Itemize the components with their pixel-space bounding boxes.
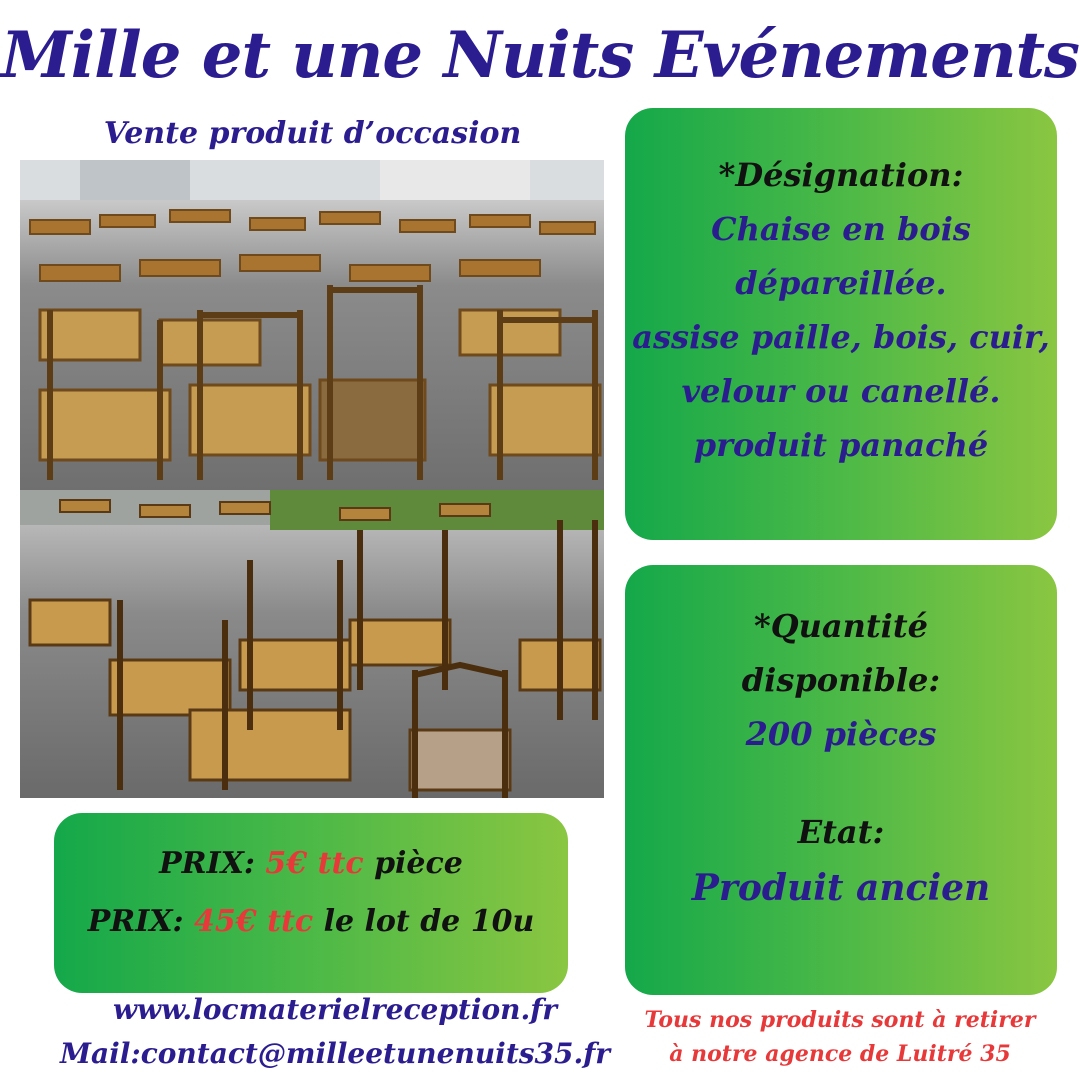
page-title: Mille et une Nuits Evénements [0, 18, 1080, 93]
chairs-photo-icon [20, 490, 604, 798]
prix-label: PRIX: [159, 846, 255, 881]
designation-box [625, 108, 1057, 540]
pickup-notice [630, 1003, 1050, 1071]
quantite-label: *Quantité [754, 607, 928, 645]
etat-value: Produit ancien [691, 867, 991, 909]
website-link[interactable]: www.locmaterielreception.fr [112, 993, 558, 1026]
etat-label: Etat: [797, 813, 885, 851]
prix-value: 45€ ttc [194, 904, 314, 939]
quantite-box [625, 565, 1057, 995]
chairs-photo-bottom [20, 490, 604, 798]
prix-line-unit [159, 835, 463, 893]
prix-label: PRIX: [87, 904, 184, 939]
prix-suffix: le lot de 10u [323, 904, 535, 939]
page-subtitle: Vente produit d’occasion [103, 116, 522, 151]
contact-info [50, 988, 620, 1076]
mail-link[interactable]: Mail:contact@milleetunenuits35.fr [59, 1037, 611, 1070]
prix-suffix: pièce [374, 846, 463, 881]
prix-value: 5€ ttc [265, 846, 364, 881]
designation-line: dépareillée. [735, 264, 947, 302]
designation-line: assise paille, bois, cuir, [632, 318, 1050, 356]
prix-box [54, 813, 568, 993]
designation-line: produit panaché [693, 426, 989, 464]
pickup-notice-line: Tous nos produits sont à retirer [644, 1007, 1036, 1033]
chairs-photo-icon [20, 160, 604, 490]
pickup-notice-line: à notre agence de Luitré 35 [669, 1041, 1011, 1067]
designation-line: Chaise en bois [711, 210, 971, 248]
quantite-value: 200 pièces [745, 715, 937, 753]
designation-label: *Désignation: [718, 156, 964, 194]
chairs-photo-top [20, 160, 604, 490]
quantite-label-2: disponible: [741, 661, 941, 699]
designation-line: velour ou canellé. [681, 372, 1001, 410]
prix-line-lot [88, 893, 535, 951]
